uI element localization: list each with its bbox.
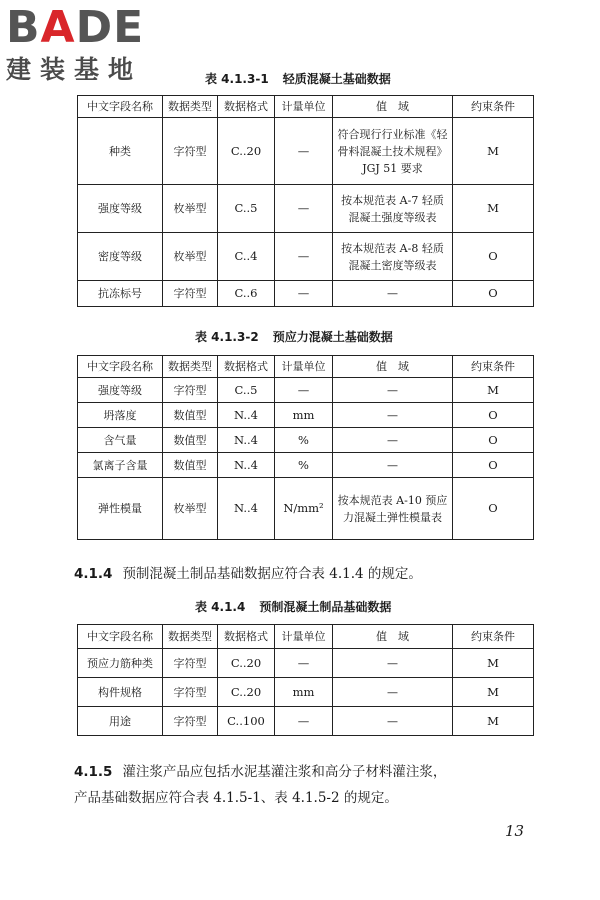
table-row	[78, 649, 534, 678]
table-cell: C..20	[218, 118, 275, 185]
table-cell: 字符型	[163, 281, 218, 307]
table-cell: —	[275, 378, 333, 403]
table-cell: —	[333, 453, 453, 478]
table-2-header-type: 数据类型	[163, 356, 218, 378]
table-2-header-row	[78, 356, 534, 378]
table-2-header-name: 中文字段名称	[78, 356, 163, 378]
table-cell: M	[453, 378, 534, 403]
table-cell: N..4	[218, 453, 275, 478]
table-3-header-constraint: 约束条件	[453, 625, 534, 649]
table-cell: C..20	[218, 649, 275, 678]
table-row	[78, 233, 534, 281]
table-1	[77, 95, 534, 307]
table-cell: C..5	[218, 378, 275, 403]
table-row	[78, 118, 534, 185]
table-3-header-range: 值 域	[333, 625, 453, 649]
table-cell: 氯离子含量	[78, 453, 163, 478]
paragraph-text: 预制混凝土制品基础数据应符合表 4.1.4 的规定。	[122, 566, 422, 582]
table-2-header-range: 值 域	[333, 356, 453, 378]
table-cell: N..4	[218, 428, 275, 453]
table-cell: O	[453, 281, 534, 307]
table-cell: —	[333, 678, 453, 707]
table-1-title: 轻质混凝土基础数据	[282, 72, 391, 86]
table-cell: 用途	[78, 707, 163, 736]
page-number: 13	[505, 822, 525, 840]
table-cell: O	[453, 453, 534, 478]
table-cell: C..6	[218, 281, 275, 307]
table-cell: M	[453, 707, 534, 736]
table-cell: 符合现行行业标准《轻骨料混凝土技术规程》JGJ 51 要求	[333, 118, 453, 185]
table-1-header-range: 值 域	[333, 96, 453, 118]
table-cell: M	[453, 678, 534, 707]
paragraph-4-1-5-line-2	[74, 786, 398, 810]
table-cell: 数值型	[163, 403, 218, 428]
table-cell: 强度等级	[78, 378, 163, 403]
table-cell: 弹性模量	[78, 478, 163, 540]
table-cell: 密度等级	[78, 233, 163, 281]
table-3-caption	[195, 598, 391, 615]
table-cell: %	[275, 428, 333, 453]
table-cell: 按本规范表 A-8 轻质混凝土密度等级表	[333, 233, 453, 281]
table-cell: 含气量	[78, 428, 163, 453]
table-cell: —	[333, 378, 453, 403]
table-cell: 按本规范表 A-10 预应力混凝土弹性模量表	[333, 478, 453, 540]
table-cell: 数值型	[163, 453, 218, 478]
table-cell: O	[453, 233, 534, 281]
table-cell: %	[275, 453, 333, 478]
table-cell: —	[275, 185, 333, 233]
table-2-number: 表 4.1.3-2	[195, 330, 259, 344]
table-row	[78, 478, 534, 540]
table-cell: 抗冻标号	[78, 281, 163, 307]
table-2-title: 预应力混凝土基础数据	[272, 330, 393, 344]
table-3-header-name: 中文字段名称	[78, 625, 163, 649]
table-cell: M	[453, 185, 534, 233]
bade-logo	[6, 2, 176, 92]
table-3-header-unit: 计量单位	[275, 625, 333, 649]
table-cell: 强度等级	[78, 185, 163, 233]
table-cell: —	[333, 707, 453, 736]
table-cell: 字符型	[163, 118, 218, 185]
table-cell: 坍落度	[78, 403, 163, 428]
table-cell: C..4	[218, 233, 275, 281]
table-row	[78, 403, 534, 428]
table-3-number: 表 4.1.4	[195, 600, 246, 614]
logo-brand: BADE	[6, 2, 145, 53]
table-cell: 字符型	[163, 378, 218, 403]
table-cell: O	[453, 428, 534, 453]
table-cell: —	[275, 233, 333, 281]
table-cell: N..4	[218, 403, 275, 428]
table-cell: —	[333, 428, 453, 453]
table-cell: mm	[275, 678, 333, 707]
paragraph-4-1-5	[74, 760, 446, 784]
table-2-header-unit: 计量单位	[275, 356, 333, 378]
table-2-caption	[195, 328, 393, 345]
paragraph-text-line-1: 灌注浆产品应包括水泥基灌注浆和高分子材料灌注浆，	[122, 764, 447, 780]
table-cell: 预应力筋种类	[78, 649, 163, 678]
table-cell: C..20	[218, 678, 275, 707]
table-2-header-constraint: 约束条件	[453, 356, 534, 378]
table-cell: —	[333, 403, 453, 428]
table-cell: 字符型	[163, 707, 218, 736]
table-cell: —	[333, 649, 453, 678]
table-cell: O	[453, 478, 534, 540]
section-number: 4.1.4	[74, 566, 113, 582]
table-1-number: 表 4.1.3-1	[205, 72, 269, 86]
table-3-header-format: 数据格式	[218, 625, 275, 649]
table-cell: 按本规范表 A-7 轻质混凝土强度等级表	[333, 185, 453, 233]
table-cell: C..5	[218, 185, 275, 233]
table-cell: 字符型	[163, 649, 218, 678]
table-cell: N/mm²	[275, 478, 333, 540]
table-cell: —	[275, 649, 333, 678]
table-cell: —	[333, 281, 453, 307]
table-cell: 构件规格	[78, 678, 163, 707]
table-3-title: 预制混凝土制品基础数据	[259, 600, 392, 614]
table-cell: —	[275, 118, 333, 185]
table-cell: —	[275, 281, 333, 307]
table-2	[77, 355, 534, 540]
table-row	[78, 428, 534, 453]
logo-subtitle: 建装基地	[6, 55, 143, 84]
table-row	[78, 453, 534, 478]
table-1-header-constraint: 约束条件	[453, 96, 534, 118]
table-cell: —	[275, 707, 333, 736]
table-cell: 枚举型	[163, 185, 218, 233]
table-row	[78, 378, 534, 403]
table-1-header-format: 数据格式	[218, 96, 275, 118]
table-1-caption	[205, 70, 391, 87]
table-cell: 种类	[78, 118, 163, 185]
table-3-header-row	[78, 625, 534, 649]
table-3-header-type: 数据类型	[163, 625, 218, 649]
table-cell: M	[453, 649, 534, 678]
table-row	[78, 281, 534, 307]
table-2-header-format: 数据格式	[218, 356, 275, 378]
paragraph-text-line-2: 产品基础数据应符合表 4.1.5-1、表 4.1.5-2 的规定。	[74, 790, 398, 806]
table-cell: mm	[275, 403, 333, 428]
table-cell: 数值型	[163, 428, 218, 453]
table-row	[78, 185, 534, 233]
section-number: 4.1.5	[74, 764, 113, 780]
table-cell: 枚举型	[163, 233, 218, 281]
table-cell: 枚举型	[163, 478, 218, 540]
table-cell: O	[453, 403, 534, 428]
table-1-header-name: 中文字段名称	[78, 96, 163, 118]
paragraph-4-1-4	[74, 562, 422, 586]
table-1-header-unit: 计量单位	[275, 96, 333, 118]
table-1-header-row	[78, 96, 534, 118]
table-3	[77, 624, 534, 736]
table-cell: 字符型	[163, 678, 218, 707]
table-1-header-type: 数据类型	[163, 96, 218, 118]
table-row	[78, 707, 534, 736]
table-row	[78, 678, 534, 707]
table-cell: N..4	[218, 478, 275, 540]
table-cell: M	[453, 118, 534, 185]
table-cell: C..100	[218, 707, 275, 736]
